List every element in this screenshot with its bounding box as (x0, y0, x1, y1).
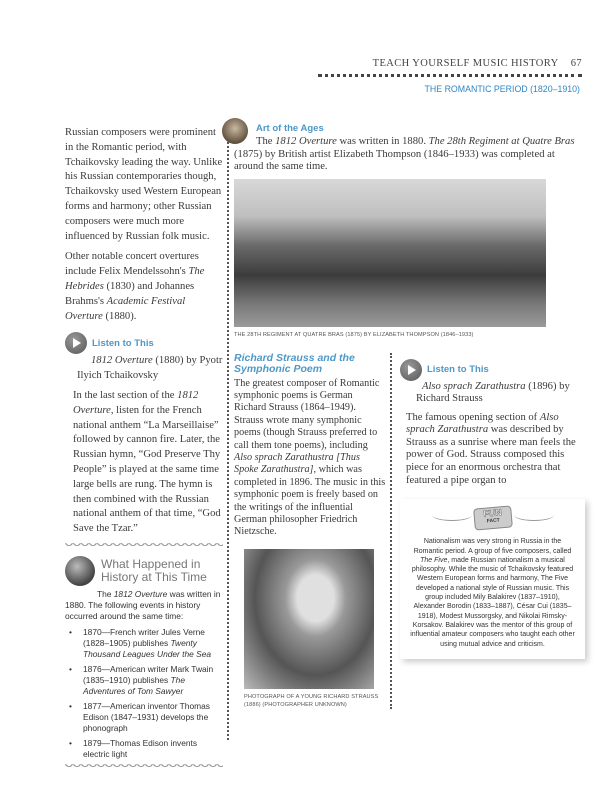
history-item: • 1876—American writer Mark Twain (1835–1910) publishes The Adventures of Tom Sawyer (65, 664, 223, 697)
regiment-painting (234, 179, 546, 327)
page-number: 67 (570, 58, 582, 69)
listen-work: 1812 Overture (1880) by Pyotr Ilyich Tchaikovsky (77, 355, 223, 382)
running-header (373, 58, 582, 69)
book-title: TEACH YOURSELF MUSIC HISTORY (372, 58, 559, 69)
listen-work: Also sprach Zarathustra (1896) by Richard Strauss (416, 380, 570, 405)
strauss-column (234, 353, 386, 709)
fun-fact-text: Nationalism was very strong in Russia in the Romantic period. A group of five composers, called The Five, made Russian nationalism a musical philosophy. While the music of Tchaikovsky featured Western European forms and harmony, The Five developed a national style of Russian music. This group included Mily Balakirev (1837–1910), Alexander Borodin (1833–1887), César Cui (1835–1918), Modest Mussorgsky, and Nikolai Rimsky-Korsakov. Balakirev was the mentor of this group of influential amateur composers who taught each other using mutual advice and criticism. (410, 538, 575, 648)
globe-icon (65, 556, 95, 586)
wavy-divider (432, 515, 472, 521)
fun-fact-box (400, 499, 585, 659)
strauss-text: The greatest composer of Romantic symphonic poems is German Richard Strauss (1864–1949). Strauss wrote many symphonic poems (though Strauss preferred to call them tone poems), including Also sprach Zarathustra [Thus Spoke Zarathustra], which was completed in 1896. The music in this symphonic poem is freely based on the writings of the influential German philosopher Friedrich Nietzsche. (234, 377, 386, 538)
play-icon (65, 332, 87, 354)
history-list (65, 627, 223, 760)
strauss-title: Richard Strauss and the Symphonic Poem (234, 351, 355, 375)
column-divider (227, 135, 229, 740)
header-dotted-rule (318, 74, 582, 77)
main-column (234, 123, 584, 709)
fun-fact-header (409, 507, 576, 529)
wavy-divider (65, 764, 223, 772)
art-text: The 1812 Overture was written in 1880. The 28th Regiment at Quatre Bras (1875) by British artist Elizabeth Thompson (1846–1933) was completed at around the same time. (234, 136, 575, 172)
listen-title: Listen to This (92, 337, 154, 349)
intro-paragraph: Russian composers were prominent in the Romantic period, with Tchaikovsky leading the way. Unlike his Russian contemporaries though, Tchaikovsky used Western European forms and harmony; other Russian composers were much more influenced by Russian folk music. (65, 127, 223, 242)
left-column (65, 126, 223, 772)
listen-header (65, 332, 223, 354)
history-item: • 1879—Thomas Edison invents electric light (65, 738, 223, 760)
history-intro: The 1812 Overture was written in 1880. The following events in history occurred around the same time: (65, 588, 221, 621)
listen-title: Listen to This (427, 364, 489, 375)
wavy-divider (514, 515, 554, 521)
play-icon (400, 359, 422, 381)
art-title: Art of the Ages (256, 123, 324, 134)
wavy-divider (65, 543, 223, 551)
listen-description: The famous opening section of Also sprach Zarathustra was described by Strauss as a sunrise where man feels the power of God. Strauss composed this piece for an enormous orchestra that featured a pipe organ to (406, 411, 576, 486)
history-header (65, 556, 223, 586)
lower-columns (234, 353, 584, 709)
history-item: • 1877—American inventor Thomas Edison (1847–1931) develops the phonograph (65, 701, 223, 734)
strauss-photo (244, 549, 374, 689)
listen-description: In the last section of the 1812 Overture, listen for the French national anthem “La Marseillaise” followed by cannon fire. Later, the Russian hymn, “God Preserve Thy People” is played at the same time large bells are rung. The hymn is then combined with the Russian national anthem of that time, “God Save the Tzar.” (73, 389, 221, 535)
fun-fact-badge: FUN FACT (473, 506, 513, 531)
right-column (390, 353, 584, 709)
painting-caption: THE 28TH REGIMENT AT QUATRE BRAS (1875) BY ELIZABETH THOMPSON (1846–1933) (234, 331, 474, 338)
chapter-title: THE ROMANTIC PERIOD (1820–1910) (424, 84, 580, 94)
overtures-paragraph: Other notable concert overtures include Felix Mendelssohn's The Hebrides (1830) and Johannes Brahms's Academic Festival Overture (1880). (65, 251, 205, 322)
history-title: What Happened in History at This Time (101, 556, 207, 584)
listen-header (400, 359, 584, 381)
photo-caption: PHOTOGRAPH OF A YOUNG RICHARD STRAUSS (1886) (PHOTOGRAPHER UNKNOWN) (244, 693, 379, 708)
history-item: • 1870—French writer Jules Verne (1828–1905) publishes Twenty Thousand Leagues Under the Sea (65, 627, 223, 660)
